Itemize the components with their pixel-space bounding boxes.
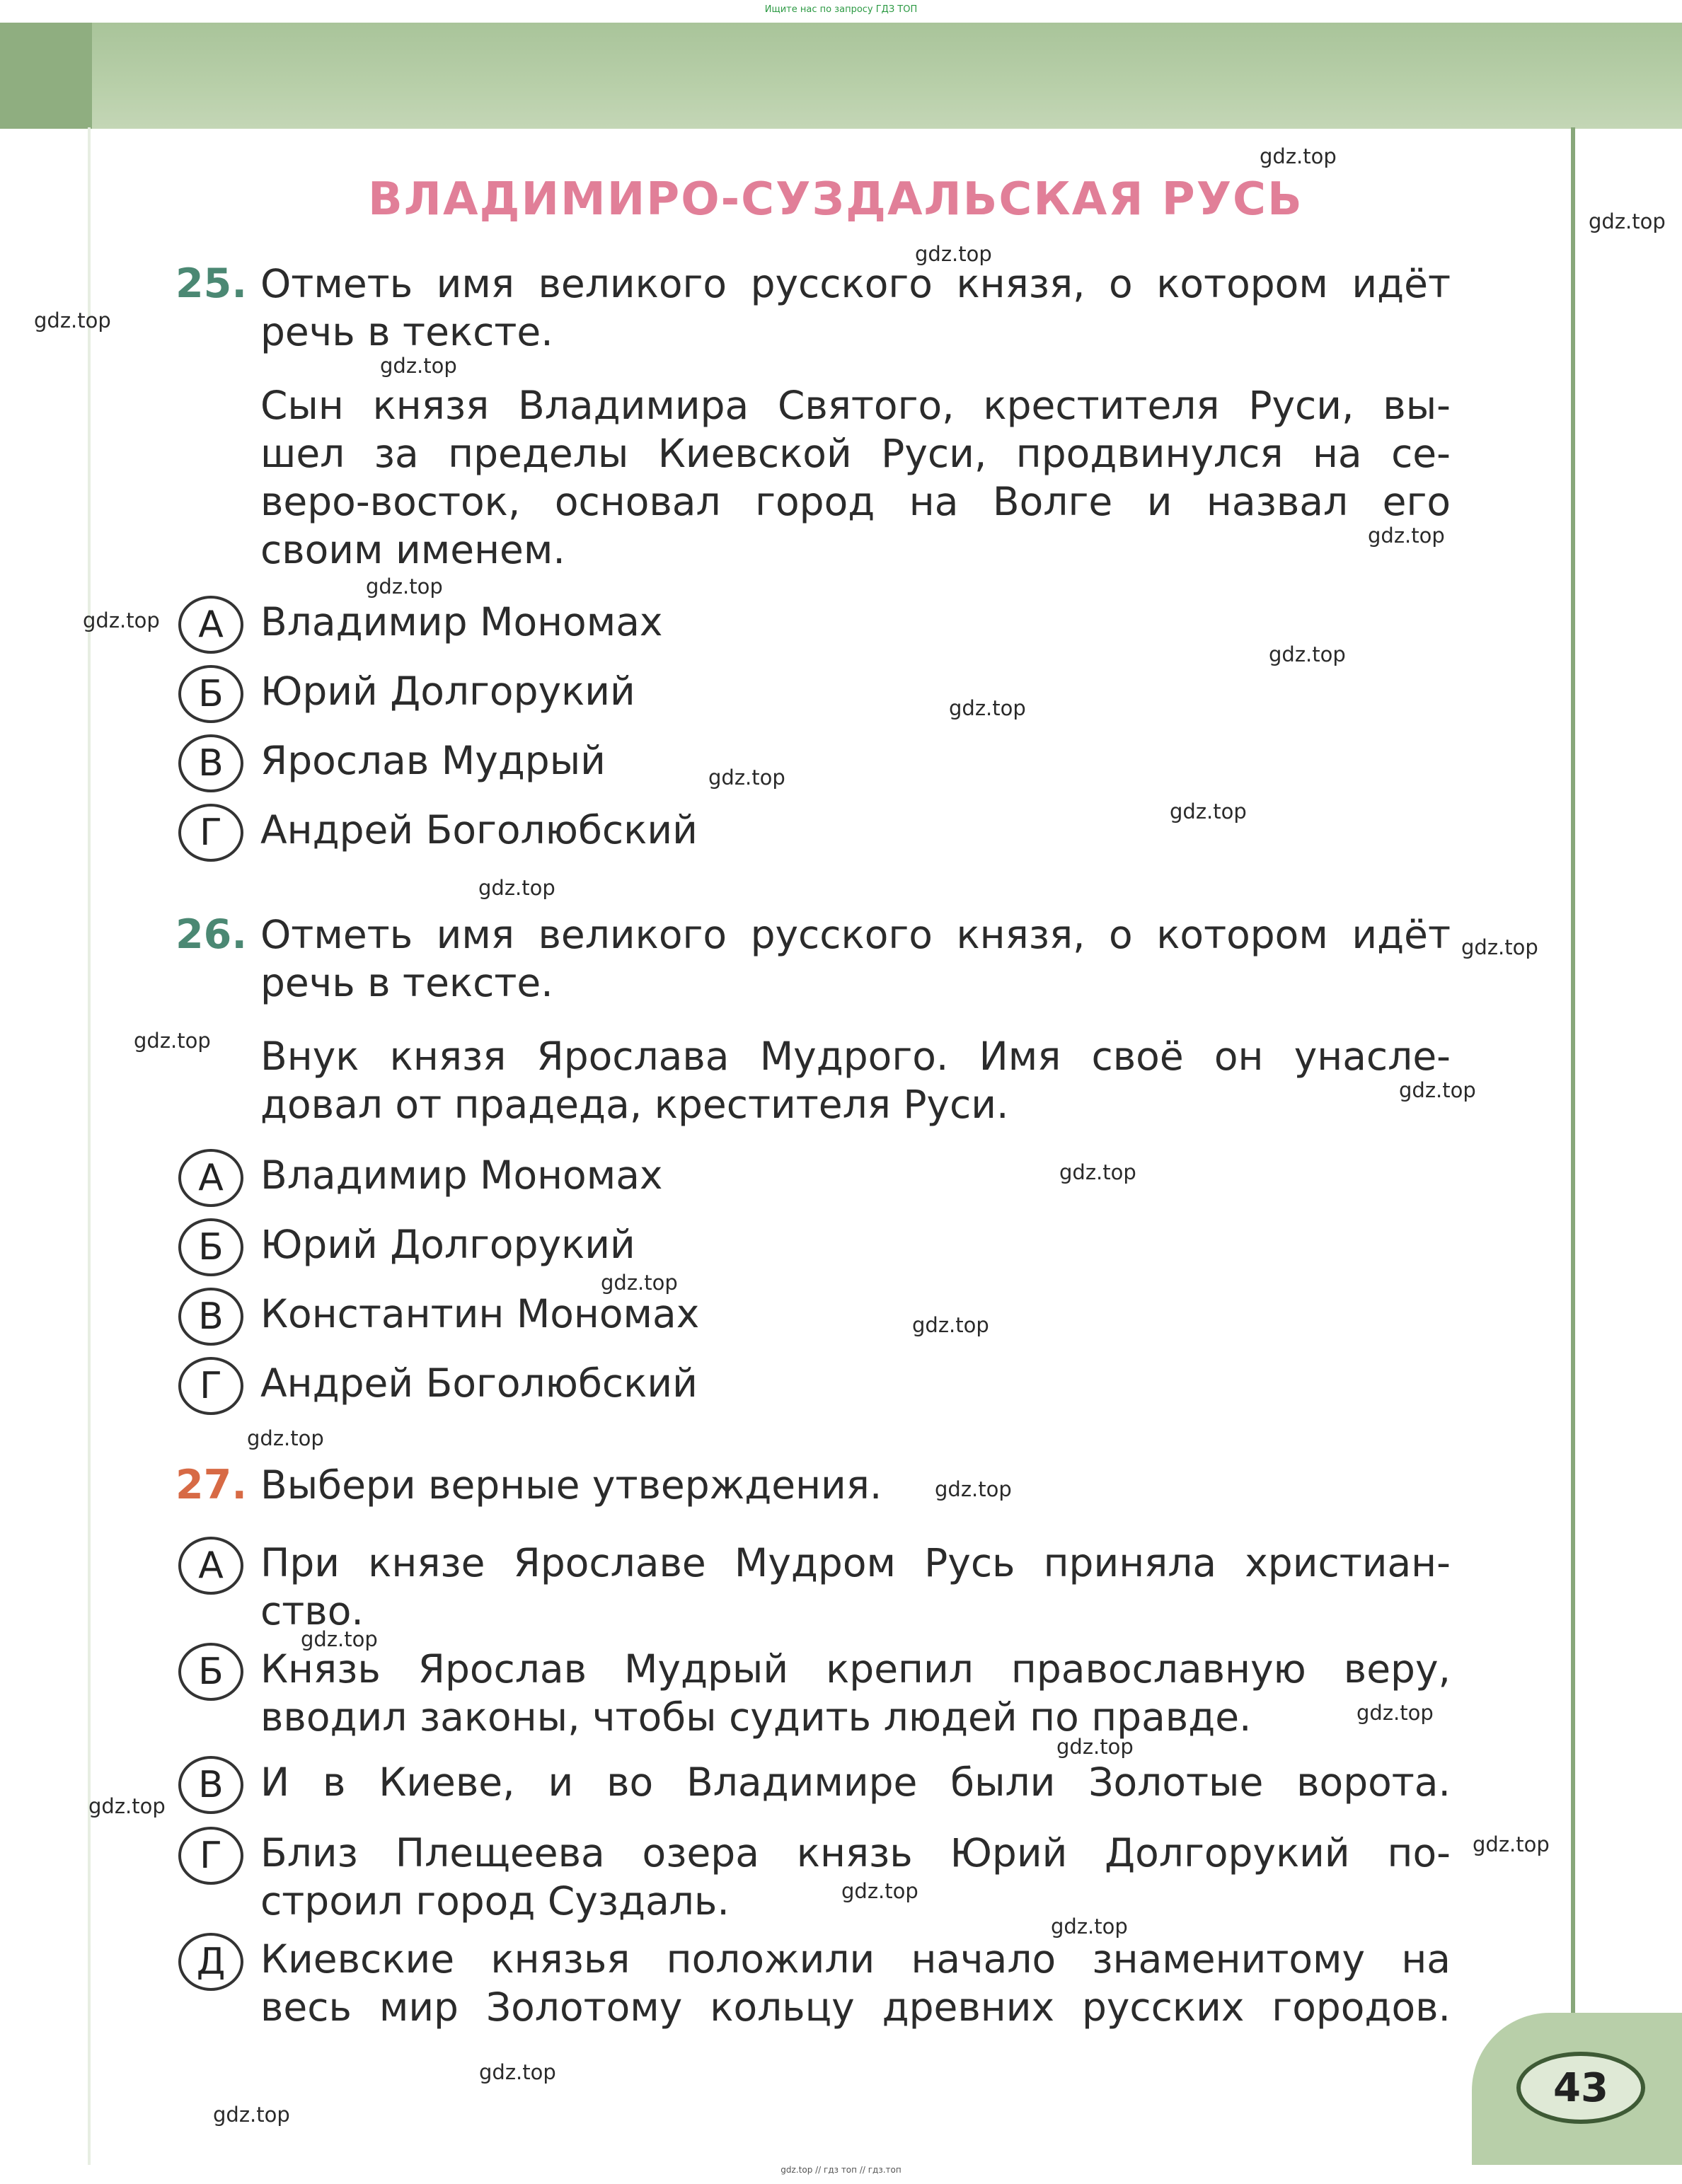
task-26-option-a-marker[interactable]: А (178, 1149, 243, 1207)
task-26-text-line: Внук князя Ярослава Мудрого. Имя своё он унасле- (260, 1034, 1451, 1079)
task-25-text-line: Сын князя Владимира Святого, крестителя Руси, вы- (260, 383, 1451, 428)
watermark-text: gdz.top (708, 765, 785, 790)
watermark-text: gdz.top (841, 1879, 918, 1903)
task-25-option-c-marker[interactable]: В (178, 734, 243, 792)
watermark-text: gdz.top (1059, 1160, 1136, 1184)
task-25-number: 25. (175, 260, 247, 307)
left-rule (88, 127, 91, 2165)
task-25-option-d-marker[interactable]: Г (178, 804, 243, 862)
watermark-text: gdz.top (366, 574, 443, 599)
task-26-text-line: довал от прадеда, крестителя Руси. (260, 1082, 1009, 1127)
watermark-text: gdz.top (935, 1477, 1012, 1501)
watermark-text: gdz.top (1368, 524, 1445, 548)
task-26-option-d-label: Андрей Боголюбский (260, 1360, 698, 1406)
task-26-option-c-marker[interactable]: В (178, 1288, 243, 1346)
task-27-option-e-line: весь мир Золотому кольцу древних русских городов. (260, 1984, 1451, 2030)
page-title: ВЛАДИМИРО-СУЗДАЛЬСКАЯ РУСЬ (368, 173, 1303, 226)
task-25-text-line: своим именем. (260, 527, 565, 572)
task-26-option-b-marker[interactable]: Б (178, 1218, 243, 1276)
task-26-option-b-label: Юрий Долгорукий (260, 1222, 635, 1267)
watermark-text: gdz.top (1399, 1078, 1476, 1102)
watermark-text: gdz.top (380, 354, 457, 378)
task-27-option-c-marker[interactable]: В (178, 1756, 243, 1814)
task-27-option-b-line: Князь Ярослав Мудрый крепил православную веру, (260, 1646, 1451, 1692)
watermark-text: gdz.top (34, 308, 111, 333)
task-26-number: 26. (175, 911, 247, 958)
watermark-text: gdz.top (479, 2060, 556, 2084)
task-25-option-a-marker[interactable]: А (178, 596, 243, 654)
top-band-edge (0, 23, 92, 129)
page-number: 43 (1516, 2052, 1645, 2124)
task-25-option-b-label: Юрий Долгорукий (260, 669, 635, 714)
task-26-option-c-label: Константин Мономах (260, 1291, 700, 1336)
top-band (0, 23, 1682, 129)
task-26-question-line: речь в тексте. (260, 960, 553, 1005)
watermark-text: gdz.top (1260, 144, 1337, 168)
task-27-option-d-marker[interactable]: Г (178, 1827, 243, 1885)
watermark-text: gdz.top (1056, 1735, 1134, 1759)
task-26-option-d-marker[interactable]: Г (178, 1357, 243, 1415)
task-27-option-c-line: И в Киеве, и во Владимире были Золотые ворота. (260, 1760, 1451, 1805)
task-27-number: 27. (175, 1462, 247, 1508)
watermark-text: gdz.top (83, 608, 160, 632)
task-27-option-a-line: При князе Ярославе Мудром Русь приняла христиан- (260, 1540, 1451, 1585)
watermark-text: gdz.top (478, 876, 555, 900)
watermark-text: gdz.top (1269, 642, 1346, 666)
watermark-text: gdz.top (915, 242, 992, 266)
task-25-question-line: Отметь имя великого русского князя, о котором идёт (260, 261, 1451, 306)
watermark-text: gdz.top (912, 1313, 989, 1337)
task-25-text-line: веро-восток, основал город на Волге и назвал его (260, 479, 1451, 524)
task-25-option-b-marker[interactable]: Б (178, 665, 243, 723)
watermark-text: gdz.top (88, 1794, 166, 1818)
task-27-option-d-line: Близ Плещеева озера князь Юрий Долгорукий по- (260, 1830, 1451, 1876)
task-27-option-d-line: строил город Суздаль. (260, 1878, 730, 1924)
task-25-option-c-label: Ярослав Мудрый (260, 738, 606, 783)
task-25-option-a-label: Владимир Мономах (260, 599, 663, 645)
task-27-option-b-line: вводил законы, чтобы судить людей по правде. (260, 1694, 1252, 1740)
right-rule (1571, 127, 1575, 2038)
task-27-option-a-marker[interactable]: А (178, 1537, 243, 1595)
task-27-option-e-line: Киевские князья положили начало знаменитому на (260, 1936, 1451, 1982)
watermark-text: gdz.top (1589, 209, 1666, 233)
task-25-question-line: речь в тексте. (260, 309, 553, 354)
task-27-option-a-line: ство. (260, 1588, 364, 1634)
watermark-text: gdz.top (247, 1426, 324, 1450)
watermark-text: gdz.top (949, 696, 1026, 720)
watermark-text: gdz.top (1473, 1832, 1550, 1856)
watermark-text: gdz.top (134, 1029, 211, 1053)
task-26-option-a-label: Владимир Мономах (260, 1152, 663, 1198)
watermark-text: gdz.top (1461, 935, 1538, 959)
watermark-text: gdz.top (301, 1627, 378, 1651)
task-27-option-e-marker[interactable]: Д (178, 1933, 243, 1991)
task-25-text-line: шел за пределы Киевской Руси, продвинулся на се- (260, 431, 1451, 476)
watermark-text: gdz.top (601, 1271, 678, 1295)
watermark-text: gdz.top (1170, 799, 1247, 824)
header-note: Ищите нас по запросу ГДЗ ТОП (764, 4, 918, 15)
watermark-text: gdz.top (1051, 1914, 1128, 1939)
task-25-option-d-label: Андрей Боголюбский (260, 807, 698, 853)
task-26-question-line: Отметь имя великого русского князя, о котором идёт (260, 912, 1451, 957)
watermark-text: gdz.top (1356, 1701, 1434, 1725)
task-27-question-line: Выбери верные утверждения. (260, 1462, 882, 1508)
task-27-option-b-marker[interactable]: Б (178, 1643, 243, 1701)
footer-note: gdz.top // гдз топ // гдз.топ (780, 2165, 902, 2175)
watermark-text: gdz.top (213, 2103, 290, 2127)
